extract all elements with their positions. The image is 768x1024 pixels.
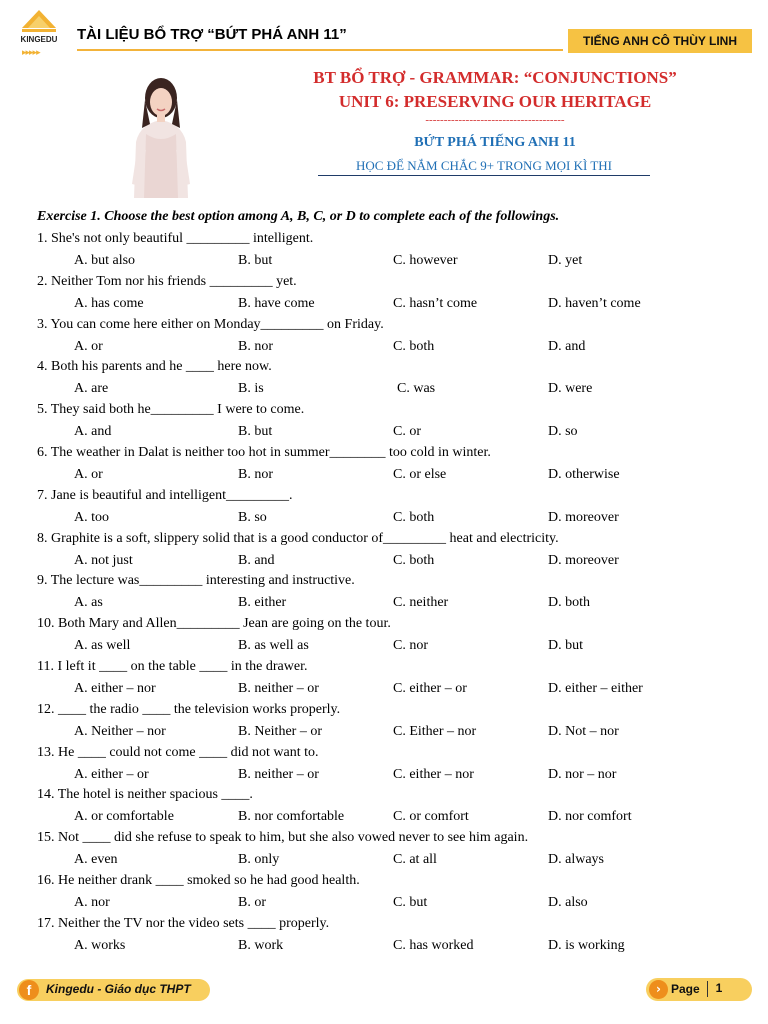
answer-option-b: B. work <box>238 937 284 953</box>
answer-option-d: D. nor comfort <box>548 809 632 825</box>
logo-text: KINGEDU <box>20 35 58 44</box>
answer-option-b: B. but <box>238 253 273 268</box>
question-stem: 12. ____ the radio ____ the television works properly. <box>37 701 341 717</box>
question-stem: 8. Graphite is a soft, slippery solid that is a good conductor of_________ heat and electricity. <box>37 530 559 546</box>
answer-option-c: C. or comfort <box>393 809 469 825</box>
answer-option-c: C. either – or <box>393 681 467 696</box>
answer-option-c: C. at all <box>393 852 437 868</box>
answer-option-b: B. have come <box>238 295 315 311</box>
answer-option-d: D. both <box>548 595 590 611</box>
answer-option-a: A. nor <box>74 895 110 910</box>
answer-option-d: D. haven’t come <box>548 295 641 311</box>
question-stem: 5. They said both he_________ I were to come. <box>37 402 305 418</box>
answer-option-d: D. yet <box>548 253 583 268</box>
chevron-right-icon: › <box>649 980 668 999</box>
logo-arrows-icon: ▸▸▸▸▸ <box>22 48 40 58</box>
answer-option-b: B. as well as <box>238 638 309 654</box>
document-header-title: TÀI LIỆU BỔ TRỢ “BỨT PHÁ ANH 11” <box>77 26 347 43</box>
question-stem: 3. You can come here either on Monday_________ on Friday. <box>37 316 384 332</box>
answer-option-b: B. nor <box>238 338 273 354</box>
answer-option-c: C. both <box>393 552 435 568</box>
footer-facebook-text: Kingedu - Giáo dục THPT <box>46 982 191 996</box>
answer-option-a: A. as <box>74 595 103 611</box>
answer-option-c: C. nor <box>393 638 428 654</box>
question-stem: 17. Neither the TV nor the video sets ____ properly. <box>37 915 330 931</box>
teacher-tag: TIẾNG ANH CÔ THÙY LINH <box>568 29 752 53</box>
logo-crown-icon <box>16 8 62 36</box>
answer-option-c: C. however <box>393 253 458 268</box>
answer-option-a: A. either – or <box>74 766 149 782</box>
answer-option-c: C. hasn’t come <box>393 295 478 311</box>
question-stem: 9. The lecture was_________ interesting and instructive. <box>37 573 355 589</box>
answer-option-c: C. both <box>393 509 435 525</box>
answer-option-a: A. as well <box>74 638 131 654</box>
answer-option-d: D. also <box>548 895 588 910</box>
answer-option-d: D. is working <box>548 937 625 953</box>
question-stem: 13. He ____ could not come ____ did not want to. <box>37 744 319 760</box>
answer-option-d: D. either – either <box>548 681 643 696</box>
answer-option-c: C. or <box>393 424 421 440</box>
worksheet-title: BT BỔ TRỢ - GRAMMAR: “CONJUNCTIONS” <box>313 68 677 87</box>
answer-option-d: D. always <box>548 852 604 868</box>
kingedu-logo <box>16 8 62 60</box>
answer-option-c: C. neither <box>393 595 449 611</box>
answer-option-c: C. but <box>393 895 428 910</box>
answer-option-a: A. or comfortable <box>74 809 174 825</box>
answer-option-d: D. and <box>548 338 586 354</box>
page-separator <box>707 981 708 997</box>
answer-option-b: B. so <box>238 509 267 525</box>
answer-option-b: B. neither – or <box>238 681 319 696</box>
answer-option-b: B. but <box>238 424 273 440</box>
answer-option-d: D. otherwise <box>548 467 620 482</box>
teacher-portrait <box>120 64 202 198</box>
exercise-instruction: Exercise 1. Choose the best option among A, B, C, or D to complete each of the followings. <box>37 209 560 224</box>
answer-option-b: B. is <box>238 381 264 397</box>
answer-option-b: B. only <box>238 852 280 868</box>
answer-option-d: D. but <box>548 638 583 654</box>
question-stem: 16. He neither drank ____ smoked so he had good health. <box>37 873 360 888</box>
answer-option-b: B. and <box>238 552 275 568</box>
brand-slogan: HỌC ĐỂ NẮM CHẮC 9+ TRONG MỌI KÌ THI <box>318 158 650 176</box>
question-stem: 2. Neither Tom nor his friends _________ yet. <box>37 273 297 289</box>
answer-option-a: A. even <box>74 852 118 868</box>
page-number: 1 <box>715 981 723 995</box>
answer-option-a: A. and <box>74 424 112 440</box>
page-label: Page <box>671 982 700 996</box>
answer-option-c: C. Either – nor <box>393 723 477 739</box>
answer-option-a: A. or <box>74 467 103 482</box>
answer-option-b: B. nor <box>238 467 273 482</box>
answer-option-a: A. are <box>74 381 109 397</box>
title-dashes: -------------------------------------- <box>425 114 565 126</box>
answer-option-c: C. or else <box>393 467 447 482</box>
answer-option-a: A. but also <box>74 253 136 268</box>
answer-option-b: B. either <box>238 595 287 611</box>
answer-option-c: C. was <box>397 381 436 397</box>
unit-title: UNIT 6: PRESERVING OUR HERITAGE <box>338 92 652 111</box>
answer-option-b: B. Neither – or <box>238 723 322 739</box>
answer-option-c: C. both <box>393 338 435 354</box>
answer-option-a: A. too <box>74 509 109 525</box>
question-stem: 7. Jane is beautiful and intelligent_________. <box>37 487 293 503</box>
answer-option-a: A. either – nor <box>74 681 156 696</box>
header-divider <box>77 49 563 51</box>
question-stem: 10. Both Mary and Allen_________ Jean are going on the tour. <box>37 616 391 632</box>
answer-option-b: B. or <box>238 895 266 910</box>
answer-option-c: C. either – nor <box>393 766 474 782</box>
answer-option-d: D. moreover <box>548 509 619 525</box>
answer-option-d: D. so <box>548 424 578 440</box>
answer-option-c: C. has worked <box>393 937 474 953</box>
answer-option-a: A. works <box>74 937 126 953</box>
question-stem: 4. Both his parents and he ____ here now. <box>37 359 272 375</box>
question-stem: 11. I left it ____ on the table ____ in the drawer. <box>37 659 308 674</box>
answer-option-a: A. not just <box>74 552 133 568</box>
question-stem: 15. Not ____ did she refuse to speak to him, but she also vowed never to see him again. <box>37 830 529 846</box>
answer-option-b: B. neither – or <box>238 766 319 782</box>
brand-name: BỨT PHÁ TIẾNG ANH 11 <box>414 135 576 150</box>
question-stem: 14. The hotel is neither spacious ____. <box>37 787 253 803</box>
answer-option-a: A. has come <box>74 295 144 311</box>
answer-option-a: A. or <box>74 338 103 354</box>
facebook-icon: f <box>19 980 39 1000</box>
answer-option-b: B. nor comfortable <box>238 809 345 825</box>
answer-option-a: A. Neither – nor <box>74 723 166 739</box>
question-stem: 6. The weather in Dalat is neither too hot in summer________ too cold in winter. <box>37 445 491 460</box>
answer-option-d: D. were <box>548 381 593 397</box>
question-stem: 1. She's not only beautiful _________ intelligent. <box>37 231 314 246</box>
answer-option-d: D. moreover <box>548 552 619 568</box>
answer-option-d: D. Not – nor <box>548 723 619 739</box>
answer-option-d: D. nor – nor <box>548 766 617 782</box>
